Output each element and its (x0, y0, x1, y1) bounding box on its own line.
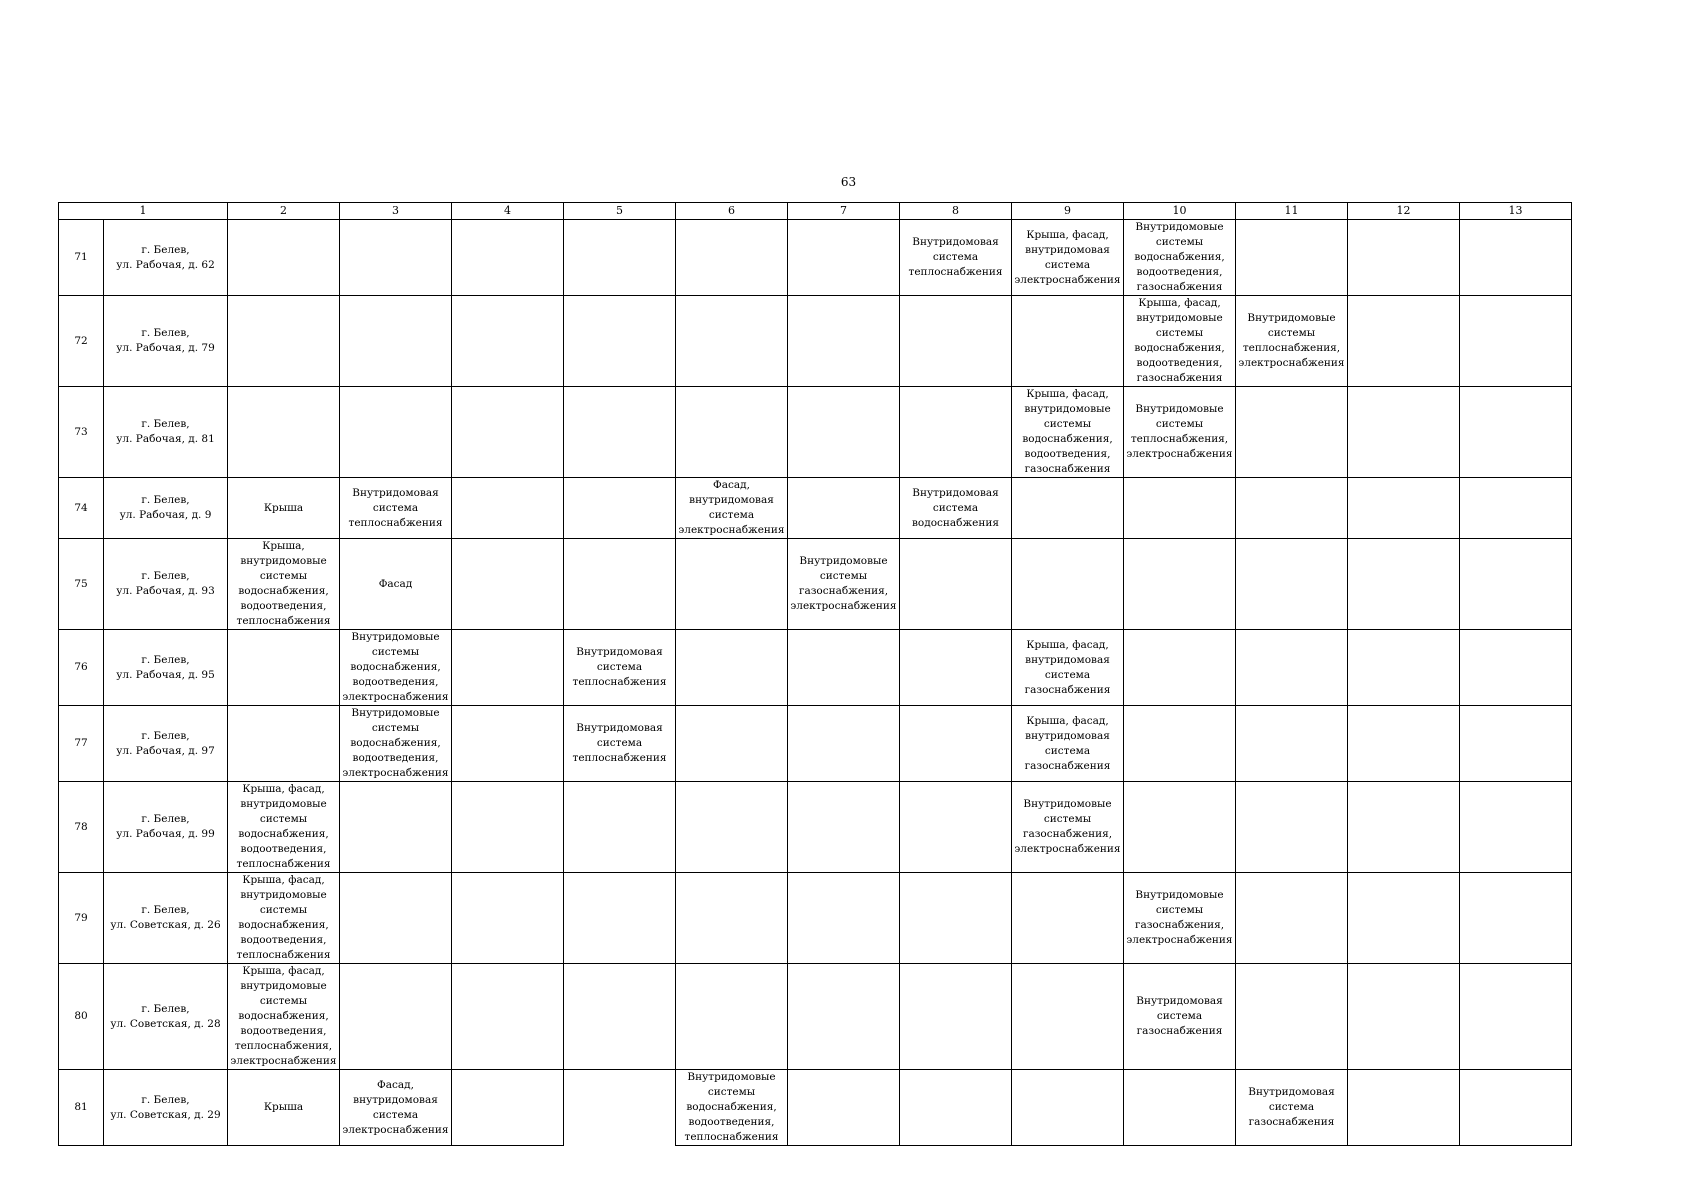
cell-col-11 (1236, 630, 1348, 706)
cell-col-5 (564, 539, 676, 630)
column-header-11: 11 (1236, 203, 1348, 220)
cell-col-12 (1348, 1070, 1460, 1146)
cell-col-10: Внутридомовая система газоснабжения (1124, 964, 1236, 1070)
cell-col-6 (676, 630, 788, 706)
cell-col-13 (1460, 1070, 1572, 1146)
cell-col-11 (1236, 873, 1348, 964)
cell-col-7 (788, 220, 900, 296)
cell-col-7 (788, 630, 900, 706)
cell-col-2: Крыша (228, 1070, 340, 1146)
cell-col-2: Крыша, фасад, внутридомовые системы водоснабжения, водоотведения, теплоснабжения (228, 782, 340, 873)
cell-col-7 (788, 964, 900, 1070)
cell-col-6 (676, 387, 788, 478)
cell-col-5 (564, 782, 676, 873)
cell-col-12 (1348, 964, 1460, 1070)
table-row (59, 478, 1572, 539)
cell-col-3 (340, 873, 452, 964)
cell-col-9: Внутридомовые системы газоснабжения, электроснабжения (1012, 782, 1124, 873)
cell-col-10 (1124, 706, 1236, 782)
cell-col-8 (900, 964, 1012, 1070)
cell-col-9 (1012, 1070, 1124, 1146)
address-cell: г. Белев, ул. Советская, д. 28 (104, 964, 228, 1070)
cell-col-13 (1460, 630, 1572, 706)
address-cell: г. Белев, ул. Рабочая, д. 62 (104, 220, 228, 296)
cell-col-8 (900, 296, 1012, 387)
table-row (59, 964, 1572, 1070)
cell-col-3 (340, 964, 452, 1070)
cell-col-5 (564, 478, 676, 539)
cell-col-8 (900, 387, 1012, 478)
cell-col-6: Фасад, внутридомовая система электроснабжения (676, 478, 788, 539)
repair-schedule-table (58, 202, 1572, 1146)
cell-col-12 (1348, 220, 1460, 296)
cell-col-2 (228, 220, 340, 296)
address-cell: г. Белев, ул. Рабочая, д. 81 (104, 387, 228, 478)
column-header-12: 12 (1348, 203, 1460, 220)
cell-col-2 (228, 296, 340, 387)
address-cell: г. Белев, ул. Рабочая, д. 79 (104, 296, 228, 387)
address-cell: г. Белев, ул. Рабочая, д. 95 (104, 630, 228, 706)
cell-col-3: Фасад, внутридомовая система электроснабжения (340, 1070, 452, 1146)
cell-col-2 (228, 706, 340, 782)
cell-col-8 (900, 630, 1012, 706)
cell-col-8: Внутридомовая система теплоснабжения (900, 220, 1012, 296)
cell-col-5 (564, 873, 676, 964)
cell-col-10 (1124, 539, 1236, 630)
cell-col-8 (900, 873, 1012, 964)
row-number: 75 (59, 539, 104, 630)
cell-col-3: Внутридомовые системы водоснабжения, водоотведения, электроснабжения (340, 706, 452, 782)
cell-col-12 (1348, 478, 1460, 539)
cell-col-8 (900, 1070, 1012, 1146)
column-header-5: 5 (564, 203, 676, 220)
page-number: 63 (840, 175, 857, 189)
cell-col-7 (788, 1070, 900, 1146)
address-cell: г. Белев, ул. Рабочая, д. 99 (104, 782, 228, 873)
cell-col-9: Крыша, фасад, внутридомовая система газоснабжения (1012, 706, 1124, 782)
cell-col-12 (1348, 873, 1460, 964)
cell-col-10: Внутридомовые системы теплоснабжения, электроснабжения (1124, 387, 1236, 478)
cell-col-13 (1460, 873, 1572, 964)
cell-col-13 (1460, 220, 1572, 296)
column-header-4: 4 (452, 203, 564, 220)
cell-col-4 (452, 296, 564, 387)
cell-col-13 (1460, 964, 1572, 1070)
cell-col-2 (228, 387, 340, 478)
row-number: 72 (59, 296, 104, 387)
cell-col-3 (340, 387, 452, 478)
cell-col-2: Крыша (228, 478, 340, 539)
cell-col-2: Крыша, внутридомовые системы водоснабжения, водоотведения, теплоснабжения (228, 539, 340, 630)
cell-col-11: Внутридомовые системы теплоснабжения, электроснабжения (1236, 296, 1348, 387)
cell-col-10: Крыша, фасад, внутридомовые системы водоснабжения, водоотведения, газоснабжения (1124, 296, 1236, 387)
cell-col-3 (340, 782, 452, 873)
cell-col-4 (452, 387, 564, 478)
table-row (59, 1070, 1572, 1146)
cell-col-4 (452, 539, 564, 630)
column-header-9: 9 (1012, 203, 1124, 220)
cell-col-6 (676, 873, 788, 964)
cell-col-4 (452, 964, 564, 1070)
cell-col-4 (452, 220, 564, 296)
cell-col-12 (1348, 630, 1460, 706)
cell-col-5 (564, 387, 676, 478)
cell-col-2 (228, 630, 340, 706)
table-row (59, 782, 1572, 873)
cell-col-5 (564, 1070, 676, 1146)
cell-col-10 (1124, 1070, 1236, 1146)
cell-col-11 (1236, 782, 1348, 873)
cell-col-8 (900, 782, 1012, 873)
cell-col-13 (1460, 782, 1572, 873)
cell-col-13 (1460, 478, 1572, 539)
cell-col-3: Внутридомовая система теплоснабжения (340, 478, 452, 539)
cell-col-10 (1124, 478, 1236, 539)
cell-col-4 (452, 706, 564, 782)
cell-col-6 (676, 220, 788, 296)
column-header-2: 2 (228, 203, 340, 220)
cell-col-8: Внутридомовая система водоснабжения (900, 478, 1012, 539)
cell-col-9 (1012, 539, 1124, 630)
cell-col-11: Внутридомовая система газоснабжения (1236, 1070, 1348, 1146)
cell-col-3: Фасад (340, 539, 452, 630)
cell-col-5 (564, 296, 676, 387)
cell-col-8 (900, 706, 1012, 782)
address-cell: г. Белев, ул. Рабочая, д. 97 (104, 706, 228, 782)
cell-col-11 (1236, 539, 1348, 630)
cell-col-12 (1348, 706, 1460, 782)
cell-col-2: Крыша, фасад, внутридомовые системы водоснабжения, водоотведения, теплоснабжения, электроснабжения (228, 964, 340, 1070)
table-row (59, 539, 1572, 630)
table-row (59, 220, 1572, 296)
cell-col-6: Внутридомовые системы водоснабжения, водоотведения, теплоснабжения (676, 1070, 788, 1146)
cell-col-12 (1348, 387, 1460, 478)
address-cell: г. Белев, ул. Советская, д. 29 (104, 1070, 228, 1146)
cell-col-4 (452, 873, 564, 964)
column-header-8: 8 (900, 203, 1012, 220)
cell-col-6 (676, 782, 788, 873)
cell-col-5 (564, 220, 676, 296)
row-number: 81 (59, 1070, 104, 1146)
cell-col-13 (1460, 539, 1572, 630)
cell-col-11 (1236, 964, 1348, 1070)
cell-col-8 (900, 539, 1012, 630)
column-header-7: 7 (788, 203, 900, 220)
cell-col-4 (452, 1070, 564, 1146)
header-row (59, 203, 1572, 220)
cell-col-3: Внутридомовые системы водоснабжения, водоотведения, электроснабжения (340, 630, 452, 706)
cell-col-12 (1348, 296, 1460, 387)
cell-col-11 (1236, 478, 1348, 539)
cell-col-9 (1012, 296, 1124, 387)
cell-col-13 (1460, 296, 1572, 387)
cell-col-5: Внутридомовая система теплоснабжения (564, 630, 676, 706)
cell-col-4 (452, 782, 564, 873)
cell-col-10: Внутридомовые системы водоснабжения, водоотведения, газоснабжения (1124, 220, 1236, 296)
row-number: 77 (59, 706, 104, 782)
cell-col-9 (1012, 478, 1124, 539)
cell-col-3 (340, 296, 452, 387)
cell-col-9: Крыша, фасад, внутридомовая система газоснабжения (1012, 630, 1124, 706)
row-number: 71 (59, 220, 104, 296)
cell-col-7 (788, 387, 900, 478)
cell-col-7 (788, 782, 900, 873)
cell-col-7 (788, 706, 900, 782)
cell-col-6 (676, 539, 788, 630)
cell-col-10 (1124, 782, 1236, 873)
cell-col-7 (788, 478, 900, 539)
cell-col-3 (340, 220, 452, 296)
column-header-6: 6 (676, 203, 788, 220)
cell-col-7 (788, 873, 900, 964)
cell-col-2: Крыша, фасад, внутридомовые системы водоснабжения, водоотведения, теплоснабжения (228, 873, 340, 964)
cell-col-4 (452, 478, 564, 539)
row-number: 76 (59, 630, 104, 706)
table-row (59, 387, 1572, 478)
cell-col-10 (1124, 630, 1236, 706)
table-row (59, 873, 1572, 964)
column-header-13: 13 (1460, 203, 1572, 220)
cell-col-9 (1012, 964, 1124, 1070)
row-number: 79 (59, 873, 104, 964)
cell-col-9 (1012, 873, 1124, 964)
column-header-10: 10 (1124, 203, 1236, 220)
address-cell: г. Белев, ул. Советская, д. 26 (104, 873, 228, 964)
table-row (59, 630, 1572, 706)
row-number: 74 (59, 478, 104, 539)
cell-col-10: Внутридомовые системы газоснабжения, электроснабжения (1124, 873, 1236, 964)
cell-col-4 (452, 630, 564, 706)
cell-col-12 (1348, 782, 1460, 873)
row-number: 80 (59, 964, 104, 1070)
cell-col-11 (1236, 220, 1348, 296)
cell-col-6 (676, 296, 788, 387)
cell-col-11 (1236, 706, 1348, 782)
cell-col-6 (676, 964, 788, 1070)
address-cell: г. Белев, ул. Рабочая, д. 93 (104, 539, 228, 630)
table-row (59, 296, 1572, 387)
cell-col-6 (676, 706, 788, 782)
cell-col-12 (1348, 539, 1460, 630)
column-header-3: 3 (340, 203, 452, 220)
cell-col-7 (788, 296, 900, 387)
cell-col-9: Крыша, фасад, внутридомовая система электроснабжения (1012, 220, 1124, 296)
cell-col-13 (1460, 387, 1572, 478)
row-number: 78 (59, 782, 104, 873)
column-header-1: 1 (59, 203, 228, 220)
table-row (59, 706, 1572, 782)
cell-col-13 (1460, 706, 1572, 782)
cell-col-7: Внутридомовые системы газоснабжения, электроснабжения (788, 539, 900, 630)
cell-col-5 (564, 964, 676, 1070)
cell-col-9: Крыша, фасад, внутридомовые системы водоснабжения, водоотведения, газоснабжения (1012, 387, 1124, 478)
address-cell: г. Белев, ул. Рабочая, д. 9 (104, 478, 228, 539)
row-number: 73 (59, 387, 104, 478)
cell-col-11 (1236, 387, 1348, 478)
cell-col-5: Внутридомовая система теплоснабжения (564, 706, 676, 782)
